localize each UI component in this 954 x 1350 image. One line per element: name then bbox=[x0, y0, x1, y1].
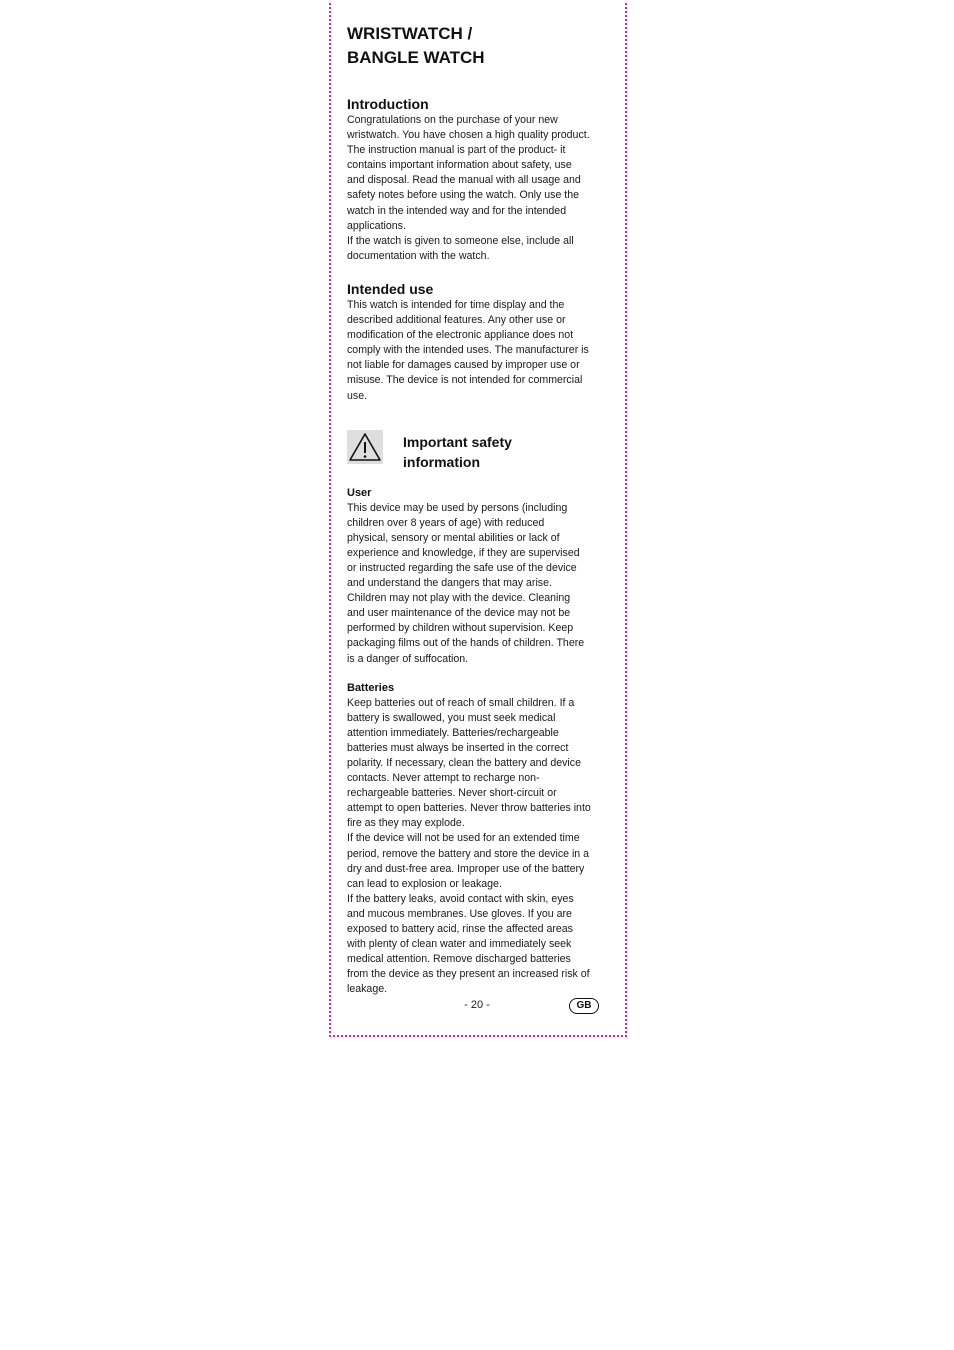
batteries-subheading: Batteries bbox=[347, 681, 395, 694]
document-title: WRISTWATCH / BANGLE WATCH bbox=[347, 24, 485, 67]
introduction-text: Congratulations on the purchase of your new wristwatch. You have chosen a high quality product. The instruction manual is part of the product- it contains important information about safety, use and disposal. Read the manual with all usage and safety notes before using the watch. Only use the watch in the intended way and for the intended applications. If the watch is given to someone else, include all documentation with the watch. bbox=[347, 114, 590, 262]
intended-use-text: This watch is intended for time display and the described additional features. Any other use or modification of the electronic appliance does not comply with the intended uses. The manufacturer is not liable for damages caused by improper use or misuse. The device is not intended for commercial use. bbox=[347, 298, 589, 402]
user-subheading: User bbox=[347, 486, 372, 499]
warning-triangle-icon bbox=[347, 430, 383, 464]
user-text: This device may be used by persons (including children over 8 years of age) with reduced physical, sensory or mental abilities or lack of experience and knowledge, if they are supervised or instructed regarding the safe use of the device and understand the dangers that may arise. Children may not play with the device. Cleaning and user maintenance of the device may not be performed by children without supervision. Keep packaging films out of the hands of children. There is a danger of suffocation. bbox=[347, 501, 585, 665]
page-number: - 20 - bbox=[464, 999, 490, 1011]
safety-section-header bbox=[347, 432, 607, 472]
language-badge: GB bbox=[569, 998, 599, 1014]
batteries-text: Keep batteries out of reach of small children. If a battery is swallowed, you must seek medical attention immediately. Batteries/rechargeable batteries must always be inserted in the correct polarity. If necessary, clean the battery and device contacts. Never attempt to recharge non- rechargeable batteries. Never short-circuit or attempt to open batteries. Never throw batteries into fire as they may explode. If the device will not be used for an extended time period, remove the battery and store the device in a dry and dust-free area. Improper use of the battery can lead to explosion or leakage. If the battery leaks, avoid contact with skin, eyes and mucous membranes. Use gloves. If you are exposed to battery acid, rinse the affected areas with plenty of clean water and immediately seek medical attention. Remove discharged batteries from the device as they present an increased risk of leakage. bbox=[347, 696, 591, 996]
page-footer bbox=[347, 997, 607, 1017]
safety-heading: Important safety information bbox=[403, 433, 512, 470]
introduction-heading: Introduction bbox=[347, 96, 429, 112]
manual-page-content bbox=[347, 22, 607, 998]
intended-use-heading: Intended use bbox=[347, 280, 434, 297]
